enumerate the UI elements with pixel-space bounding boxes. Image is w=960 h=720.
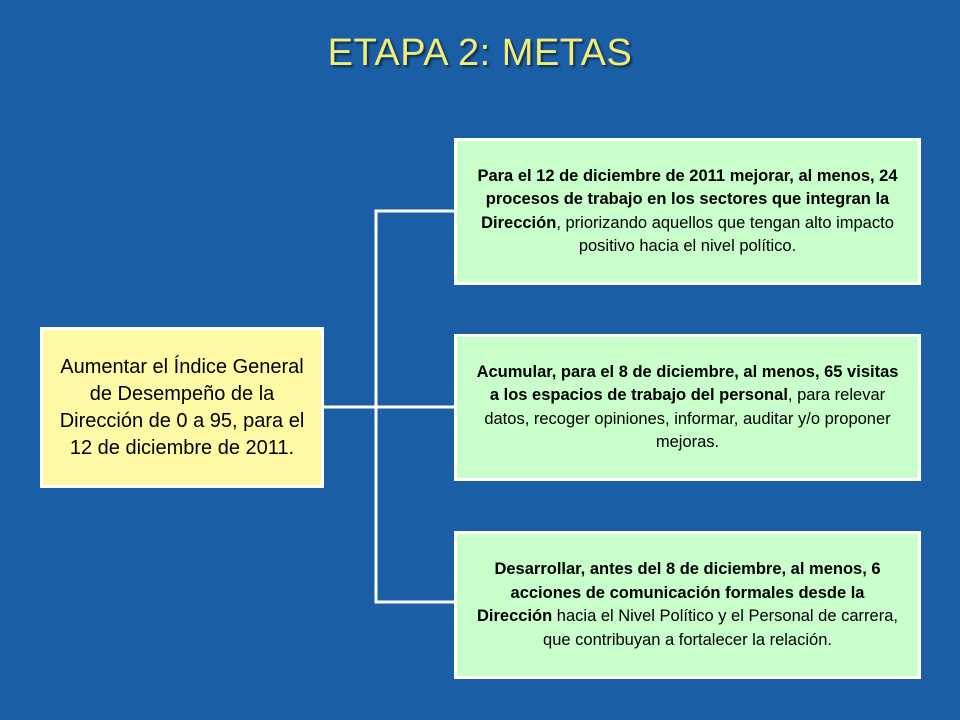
target-3-text <box>471 558 904 652</box>
target-3-bold: Desarrollar, antes del 8 de diciembre, al menos, 6 acciones de comunicación formales desde la Dirección <box>477 560 881 625</box>
target-1-rest: , priorizando aquellos que tengan alto impacto positivo hacia el nivel político. <box>556 213 894 255</box>
target-2-text <box>471 361 904 455</box>
slide-title: ETAPA 2: METAS <box>327 32 633 74</box>
target-3-rest: hacia el Nivel Político y el Personal de carrera, que contribuyan a fortalecer la relación. <box>543 607 898 649</box>
main-goal-box <box>40 327 324 488</box>
main-goal-text: Aumentar el Índice General de Desempeño de la Dirección de 0 a 95, para el 12 de diciembre de 2011. <box>59 355 305 459</box>
target-1-bold: Para el 12 de diciembre de 2011 mejorar, al menos, 24 procesos de trabajo en los sectores que integran la Dirección <box>477 166 898 232</box>
target-box-3 <box>454 531 921 679</box>
target-2-bold: Acumular, para el 8 de diciembre, al menos, 65 visitas a los espacios de trabajo del personal <box>476 362 899 404</box>
target-1-text <box>471 165 904 259</box>
target-box-1 <box>454 138 921 285</box>
target-box-2 <box>454 334 921 481</box>
target-2-rest: , para relevar datos, recoger opiniones, informar, auditar y/o proponer mejoras. <box>484 386 891 451</box>
